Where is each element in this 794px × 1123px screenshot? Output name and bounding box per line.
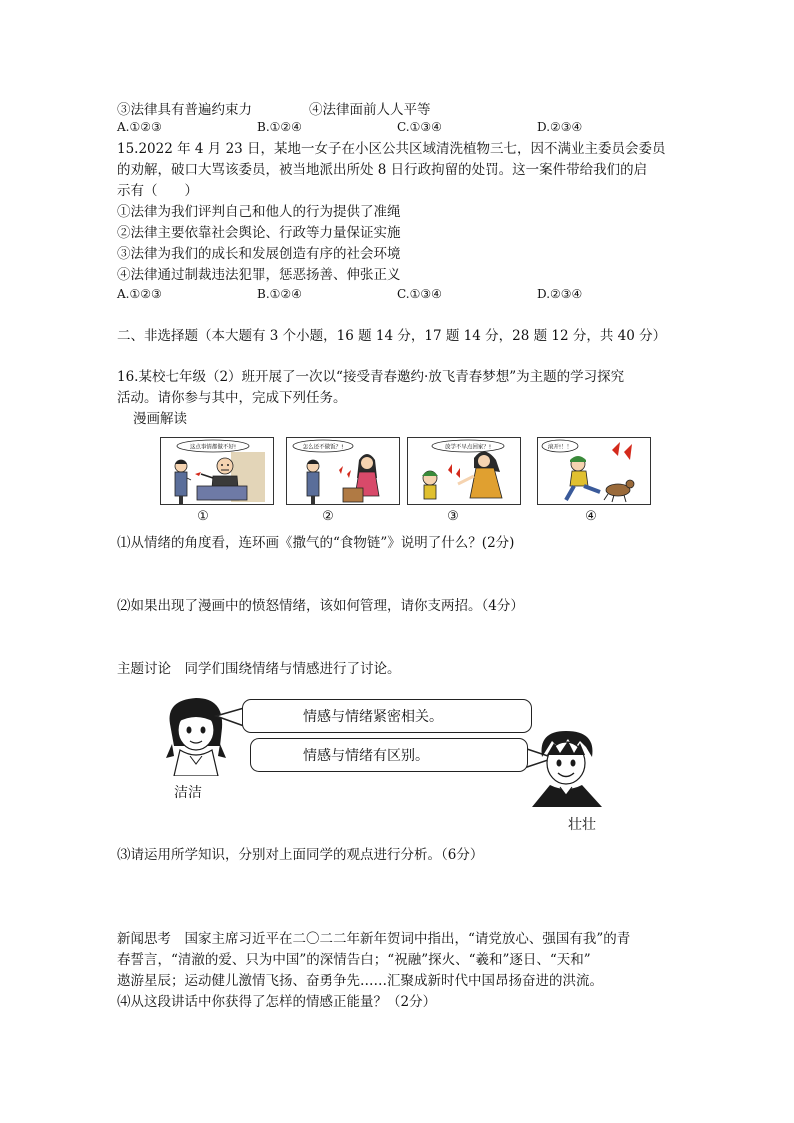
prev-statement-4: ④法律面前人人平等 [309, 102, 431, 118]
panel-label-2: ② [322, 509, 334, 524]
q16-sub3: ⑶请运用所学知识，分别对上面同学的观点进行分析。（6分） [117, 847, 484, 863]
choice-b[interactable]: B.①②④ [257, 120, 302, 134]
speech-bubble-1 [242, 699, 532, 733]
q15-stem-line-3: 示有（ ） [117, 183, 198, 199]
choice-a[interactable]: A.①②③ [117, 120, 162, 134]
choice-c[interactable]: C.①③④ [397, 120, 442, 134]
girl-name: 洁洁 [174, 785, 202, 801]
panel-1-speech: 这点事情都做不好! [189, 444, 237, 451]
discussion-intro: 主题讨论 同学们围绕情绪与情感进行了讨论。 [117, 661, 401, 677]
panel-label-4: ④ [585, 509, 597, 524]
panel-3-speech: 放学不早点回家？! [444, 444, 492, 451]
prev-statements-row [117, 98, 431, 118]
choice-d[interactable]: D.②③④ [537, 287, 583, 301]
news-line-3: 遨游星辰；运动健儿激情飞扬、奋勇争先……汇聚成新时代中国昂扬奋进的洪流。 [117, 973, 603, 989]
comic-panel-2 [286, 437, 400, 505]
panel-4-speech: 滚开!！！ [547, 444, 573, 451]
comic-panel-3 [407, 437, 521, 505]
q15-statement-2: ②法律主要依靠社会舆论、行政等力量保证实施 [117, 225, 401, 241]
q15-stem-line-2: 的劝解，破口大骂该委员，被当地派出所处 8 日行政拘留的处罚。这一案件带给我们的启 [117, 162, 648, 178]
panel-label-3: ③ [447, 509, 459, 524]
comic-title: 漫画解读 [133, 411, 187, 427]
news-line-1: 新闻思考 国家主席习近平在二〇二二年新年贺词中指出，“请党放心、强国有我”的青 [117, 931, 631, 947]
prev-choices [117, 120, 637, 138]
section-heading: 二、非选择题（本大题有 3 个小题，16 题 14 分，17 题 14 分，28 题 12 分，共 40 分） [117, 328, 667, 344]
q16-intro-line-1: 16.某校七年级（2）班开展了一次以“接受青春邀约·放飞青春梦想”为主题的学习探究 [117, 369, 625, 385]
q15-choices [117, 287, 637, 305]
panel-2-speech: 怎么还不做饭？! [302, 444, 344, 451]
speech-bubble-2 [250, 738, 528, 772]
choice-b[interactable]: B.①②④ [257, 287, 302, 301]
q16-intro-line-2: 活动。请你参与其中，完成下列任务。 [117, 390, 347, 406]
prev-statement-3: ③法律具有普遍约束力 [117, 102, 252, 118]
news-line-2: 春誓言，“清澈的爱、只为中国”的深情告白；“祝融”探火、“羲和”逐日、“天和” [117, 952, 591, 968]
choice-a[interactable]: A.①②③ [117, 287, 162, 301]
panel-label-1: ① [197, 509, 209, 524]
q16-sub2: ⑵如果出现了漫画中的愤怒情绪，该如何管理，请你支两招。（4分） [117, 598, 524, 614]
q15-statement-3: ③法律为我们的成长和发展创造有序的社会环境 [117, 246, 401, 262]
boy-name: 壮壮 [568, 817, 596, 833]
q16-sub1: ⑴从情绪的角度看，连环画《撒气的“食物链”》说明了什么？(2分) [117, 535, 515, 551]
q15-statement-1: ①法律为我们评判自己和他人的行为提供了准绳 [117, 204, 401, 220]
q16-sub4: ⑷从这段讲话中你获得了怎样的情感正能量？（2分） [117, 994, 437, 1010]
comic-panel-4 [537, 437, 651, 505]
boy-avatar-illustration [528, 727, 606, 807]
q15-statement-4: ④法律通过制裁违法犯罪，惩恶扬善、伸张正义 [117, 267, 401, 283]
choice-c[interactable]: C.①③④ [397, 287, 442, 301]
comic-panel-1 [160, 437, 274, 505]
choice-d[interactable]: D.②③④ [537, 120, 583, 134]
bubble-2-text: 情感与情绪有区别。 [303, 748, 429, 764]
q15-stem-line-1: 15.2022 年 4 月 23 日，某地一女子在小区公共区域清洗植物三七，因不满业主委员会委员 [117, 141, 666, 157]
bubble-1-text: 情感与情绪紧密相关。 [303, 709, 443, 725]
